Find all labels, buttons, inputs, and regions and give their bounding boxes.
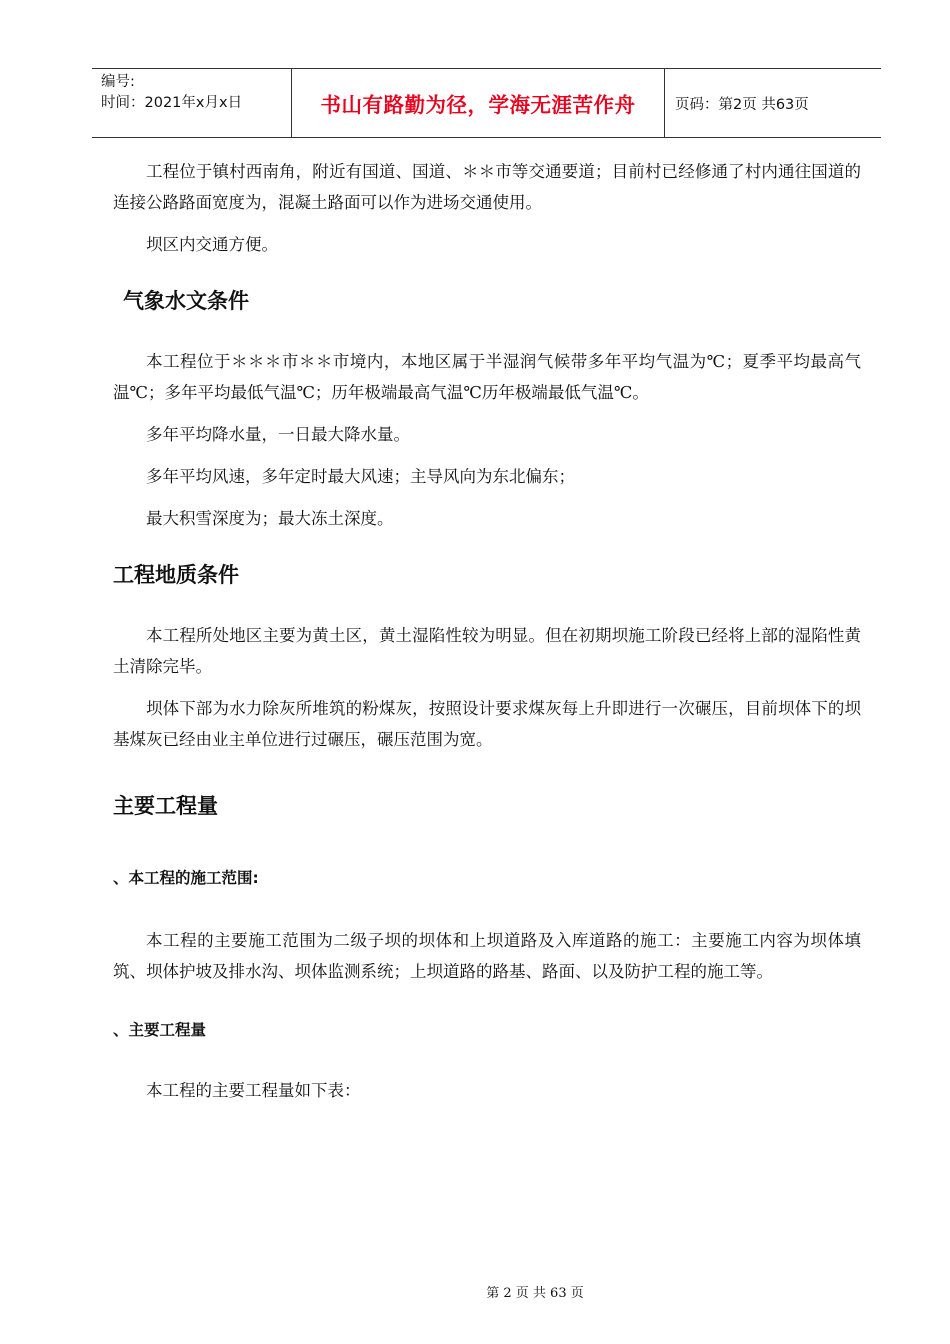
- paragraph-climate-2: 多年平均降水量，一日最大降水量。: [146, 425, 410, 444]
- paragraph-climate-3: 多年平均风速，多年定时最大风速；主导风向为东北偏东；: [146, 467, 575, 486]
- paragraph-traffic-2: 坝区内交通方便。: [146, 235, 278, 254]
- document-body: [113, 156, 861, 1106]
- paragraph-geology-1: 本工程所处地区主要为黄土区，黄土湿陷性较为明显。但在初期坝施工阶段已经将上部的湿陷性黄土清除完毕。: [113, 626, 861, 676]
- header-page-label: 页码：第2页 共63页: [675, 96, 809, 113]
- header-motto: 书山有路勤为径，学海无涯苦作舟: [292, 69, 665, 137]
- page-footer: 第 2 页 共 63 页: [486, 1286, 584, 1301]
- paragraph-climate-1: 本工程位于＊＊＊市＊＊市境内，本地区属于半湿润气候带多年平均气温为℃；夏季平均最高气温℃；多年平均最低气温℃；历年极端最高气温℃历年极端最低气温℃。: [113, 352, 861, 402]
- header-meta: [92, 69, 292, 137]
- code-label: 编号:: [101, 74, 135, 90]
- paragraph-main-works: 本工程的主要工程量如下表：: [146, 1081, 361, 1100]
- paragraph-construction-scope: 本工程的主要施工范围为二级子坝的坝体和上坝道路及入库道路的施工：主要施工内容为坝体填筑、坝体护坡及排水沟、坝体监测系统；上坝道路的路基、路面、以及防护工程的施工等。: [113, 931, 861, 981]
- heading-main-works: 、主要工程量: [113, 1021, 207, 1039]
- page-header: [92, 68, 881, 138]
- time-label: 时间：2021年x月x日: [101, 95, 243, 111]
- paragraph-climate-4: 最大积雪深度为；最大冻土深度。: [146, 509, 394, 528]
- heading-climate: 气象水文条件: [123, 289, 249, 313]
- paragraph-geology-2: 坝体下部为水力除灰所堆筑的粉煤灰，按照设计要求煤灰每上升即进行一次碾压，目前坝体下的坝基煤灰已经由业主单位进行过碾压，碾压范围为宽。: [113, 699, 861, 749]
- heading-construction-scope: 、本工程的施工范围:: [113, 869, 259, 887]
- heading-geology: 工程地质条件: [113, 563, 239, 587]
- heading-main-quantity: 主要工程量: [113, 794, 218, 818]
- paragraph-traffic-1: 工程位于镇村西南角，附近有国道、国道、＊＊市等交通要道；目前村已经修通了村内通往国道的连接公路路面宽度为，混凝土路面可以作为进场交通使用。: [113, 162, 861, 212]
